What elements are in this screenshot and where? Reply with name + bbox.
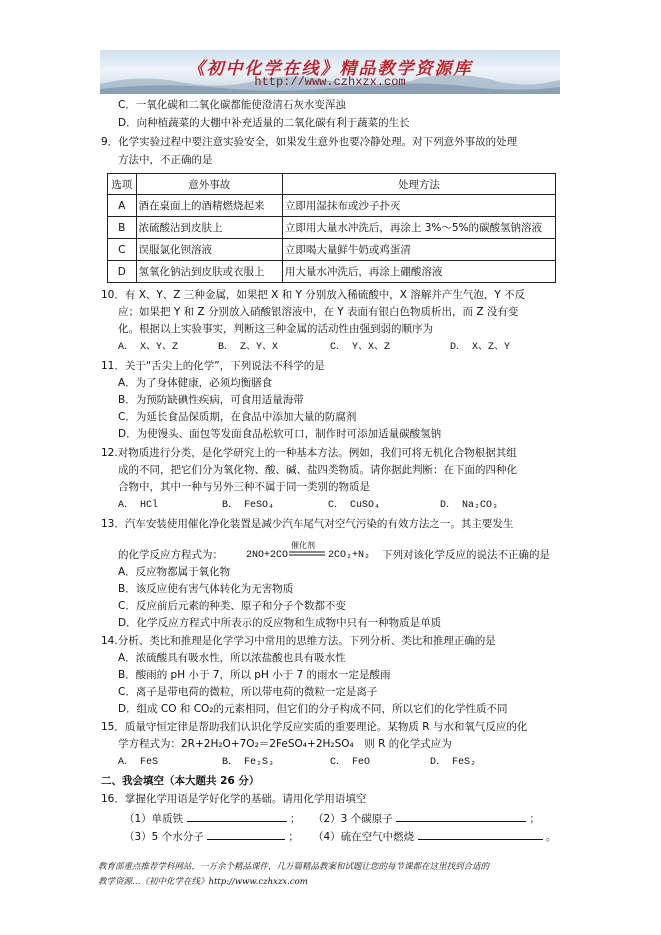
q11-option: A．为了身体健康，必须均衡膳食 <box>118 377 273 389</box>
q13-stem-2-suffix: 下列对该化学反应的说法不正确的是 <box>382 549 550 561</box>
footer-line-1: 教育部重点推荐学科网站，一万余个精品课件，几万篇精品教案和试题让您的每节课都在这里找到合适的 <box>98 862 490 872</box>
separator: ； <box>529 813 540 825</box>
q10-stem-3: 化。根据以上实验事实，判断这三种金属的活动性由强到弱的顺序为 <box>118 323 433 335</box>
accident-table <box>107 173 556 283</box>
table-cell: 用大量水冲洗后，再涂上硼酸溶液 <box>282 261 555 283</box>
table-cell: 立即用湿抹布或沙子扑灭 <box>282 195 555 217</box>
q14-option: C．离子是带电荷的微粒，所以带电荷的微粒一定是离子 <box>118 686 378 698</box>
q16-item-2 <box>313 810 540 826</box>
catalyst-label: 催化剂 <box>291 541 315 550</box>
q14-stem: 14.分析、类比和推理是化学学习中常用的思维方法。下列分析、类比和推理正确的是 <box>101 635 496 647</box>
q16-item-4-label: （4）硫在空气中燃烧 <box>313 831 415 843</box>
table-header: 意外事故 <box>136 174 282 195</box>
banner-title: 《初中化学在线》精品教学资源库 <box>187 59 473 79</box>
q12-stem-2: 成的不同，把它们分为氧化物、酸、碱、盐四类物质。请你据此判断：在下面的四种化 <box>118 464 517 476</box>
q10-option: A． X、Y、Z <box>118 342 179 353</box>
q13-equation-products: 2CO₂+N₂ <box>328 550 371 561</box>
q12-stem-3: 合物中，其中一种与另外三种不属于同一类别的物质是 <box>118 481 370 493</box>
q10-stem-2: 应；如果把 Y 和 Z 分别放入硝酸银溶液中，在 Y 表面有银白色物质析出，而 Z 没有变 <box>118 306 519 318</box>
q15-stem-2: 学方程式为：2R+2H₂O+7O₂＝2FeSO₄+2H₂SO₄ 则 R 的化学式应为 <box>118 738 452 750</box>
table-row <box>108 217 556 239</box>
table-cell: 浓硫酸沾到皮肤上 <box>136 217 282 239</box>
q11-option: D．为使馒头、面包等发面食品松软可口，制作时可添加适量碳酸氢钠 <box>118 428 442 440</box>
table-header-row <box>108 174 556 195</box>
table-cell: 误服氯化钡溶液 <box>136 239 282 261</box>
q16-item-3 <box>124 828 299 844</box>
table-row <box>108 261 556 283</box>
footer-line-2: 教学资源…《初中化学在线》http://www.czhxzx.com <box>98 877 308 887</box>
header-banner <box>100 50 560 94</box>
table-cell: 立即喝大量鲜牛奶或鸡蛋清 <box>282 239 555 261</box>
q14-option: B．酸雨的 pH 小于 7，所以 pH 小于 7 的雨水一定是酸雨 <box>118 669 391 681</box>
q13-option: D．化学反应方程式中所表示的反应物和生成物中只有一种物质是单质 <box>118 617 442 629</box>
q10-option: B． Z、Y、X <box>218 342 279 353</box>
q15-option: C． FeO <box>330 757 371 768</box>
q16-item-4 <box>313 828 556 844</box>
q16-item-1 <box>124 810 300 826</box>
table-row <box>108 195 556 217</box>
q13-option: C．反应前后元素的种类、原子和分子个数都不变 <box>118 600 346 612</box>
q12-option: B． FeSO₄ <box>222 500 275 511</box>
table-cell: C <box>108 239 137 261</box>
table-header: 处理方法 <box>282 174 555 195</box>
separator: ； <box>289 813 301 825</box>
q11-option: C．为延长食品保质期，在食品中添加大量的防腐剂 <box>118 411 357 423</box>
q11-option: B．为预防缺碘性疾病，可食用适量海带 <box>118 394 304 406</box>
q8-option-d: D．向种植蔬菜的大棚中补充适量的二氧化碳有利于蔬菜的生长 <box>118 117 410 129</box>
reaction-arrow <box>289 551 325 556</box>
separator: ； <box>288 831 299 843</box>
answer-blank[interactable] <box>187 810 287 822</box>
q10-stem: 10．有 X、Y、Z 三种金属，如果把 X 和 Y 分别放入稀硫酸中，X 溶解并产生气泡，Y 不反 <box>101 289 526 301</box>
q16-stem: 16．掌握化学用语是学好化学的基础。请用化学用语填空 <box>101 793 367 805</box>
q10-option: C． Y、X、Z <box>330 342 391 353</box>
q16-item-3-label: （3）5 个水分子 <box>124 831 204 843</box>
separator: 。 <box>545 831 557 843</box>
q16-item-2-label: （2）3 个碳原子 <box>313 813 393 825</box>
table-cell: 酒在桌面上的酒精燃烧起来 <box>136 195 282 217</box>
q10-option: D． X、Z、Y <box>450 342 511 353</box>
q13-option: A．反应物都属于氧化物 <box>118 566 231 578</box>
q14-option: D．组成 CO 和 CO₂的元素相同，但它们的分子构成不同，所以它们的化学性质不同 <box>118 703 508 715</box>
table-header: 选项 <box>108 174 137 195</box>
q12-stem: 12.对物质进行分类，是化学研究上的一种基本方法。例如，我们可将无机化合物根据其组 <box>101 447 517 459</box>
table-cell: B <box>108 217 137 239</box>
answer-blank[interactable] <box>396 810 526 822</box>
q13-stem-2-prefix: 的化学反应方程式为： <box>118 549 223 561</box>
q15-option: A． FeS <box>118 757 159 768</box>
q9-stem-2: 方法中，不正确的是 <box>118 154 213 166</box>
q12-option: D． Na₂CO₃ <box>440 500 499 511</box>
q14-option: A．浓硫酸具有吸水性，所以浓盐酸也具有吸水性 <box>118 652 346 664</box>
table-row <box>108 239 556 261</box>
table-cell: D <box>108 261 137 283</box>
q9-stem: 9．化学实验过程中要注意实验安全，如果发生意外也要冷静处理。对下列意外事故的处理 <box>101 136 518 148</box>
q15-option: B． Fe₂S₃ <box>222 757 275 768</box>
q13-equation-reactants: 2NO+2CO <box>246 550 289 561</box>
banner-url[interactable]: http://www.czhxzx.com <box>254 75 406 89</box>
section-2-heading: 二、我会填空（本大题共 26 分） <box>101 775 260 787</box>
answer-blank[interactable] <box>418 828 543 840</box>
table-cell: 氢氧化钠沾到皮肤或衣服上 <box>136 261 282 283</box>
table-cell: A <box>108 195 137 217</box>
q15-option: D． FeS₂ <box>430 757 477 768</box>
q13-stem: 13．汽车安装使用催化净化装置是减少汽车尾气对空气污染的有效方法之一。其主要发生 <box>101 518 514 530</box>
table-cell: 立即用大量水冲洗后，再涂上 3%～5%的碳酸氢钠溶液 <box>282 217 555 239</box>
q12-option: C． CuSO₄ <box>328 500 381 511</box>
q8-option-c: C．一氧化碳和二氧化碳都能使澄清石灰水变浑浊 <box>118 99 346 111</box>
q12-option: A． HCl <box>118 500 159 511</box>
q16-item-1-label: （1）单质铁 <box>124 813 184 825</box>
q11-stem: 11．关于“舌尖上的化学”，下列说法不科学的是 <box>101 360 325 372</box>
q13-option: B．该反应使有害气体转化为无害物质 <box>118 583 294 595</box>
q15-stem: 15．质量守恒定律是帮助我们认识化学反应实质的重要理论。某物质 R 与水和氧气反应的化 <box>101 721 528 733</box>
answer-blank[interactable] <box>207 828 285 840</box>
